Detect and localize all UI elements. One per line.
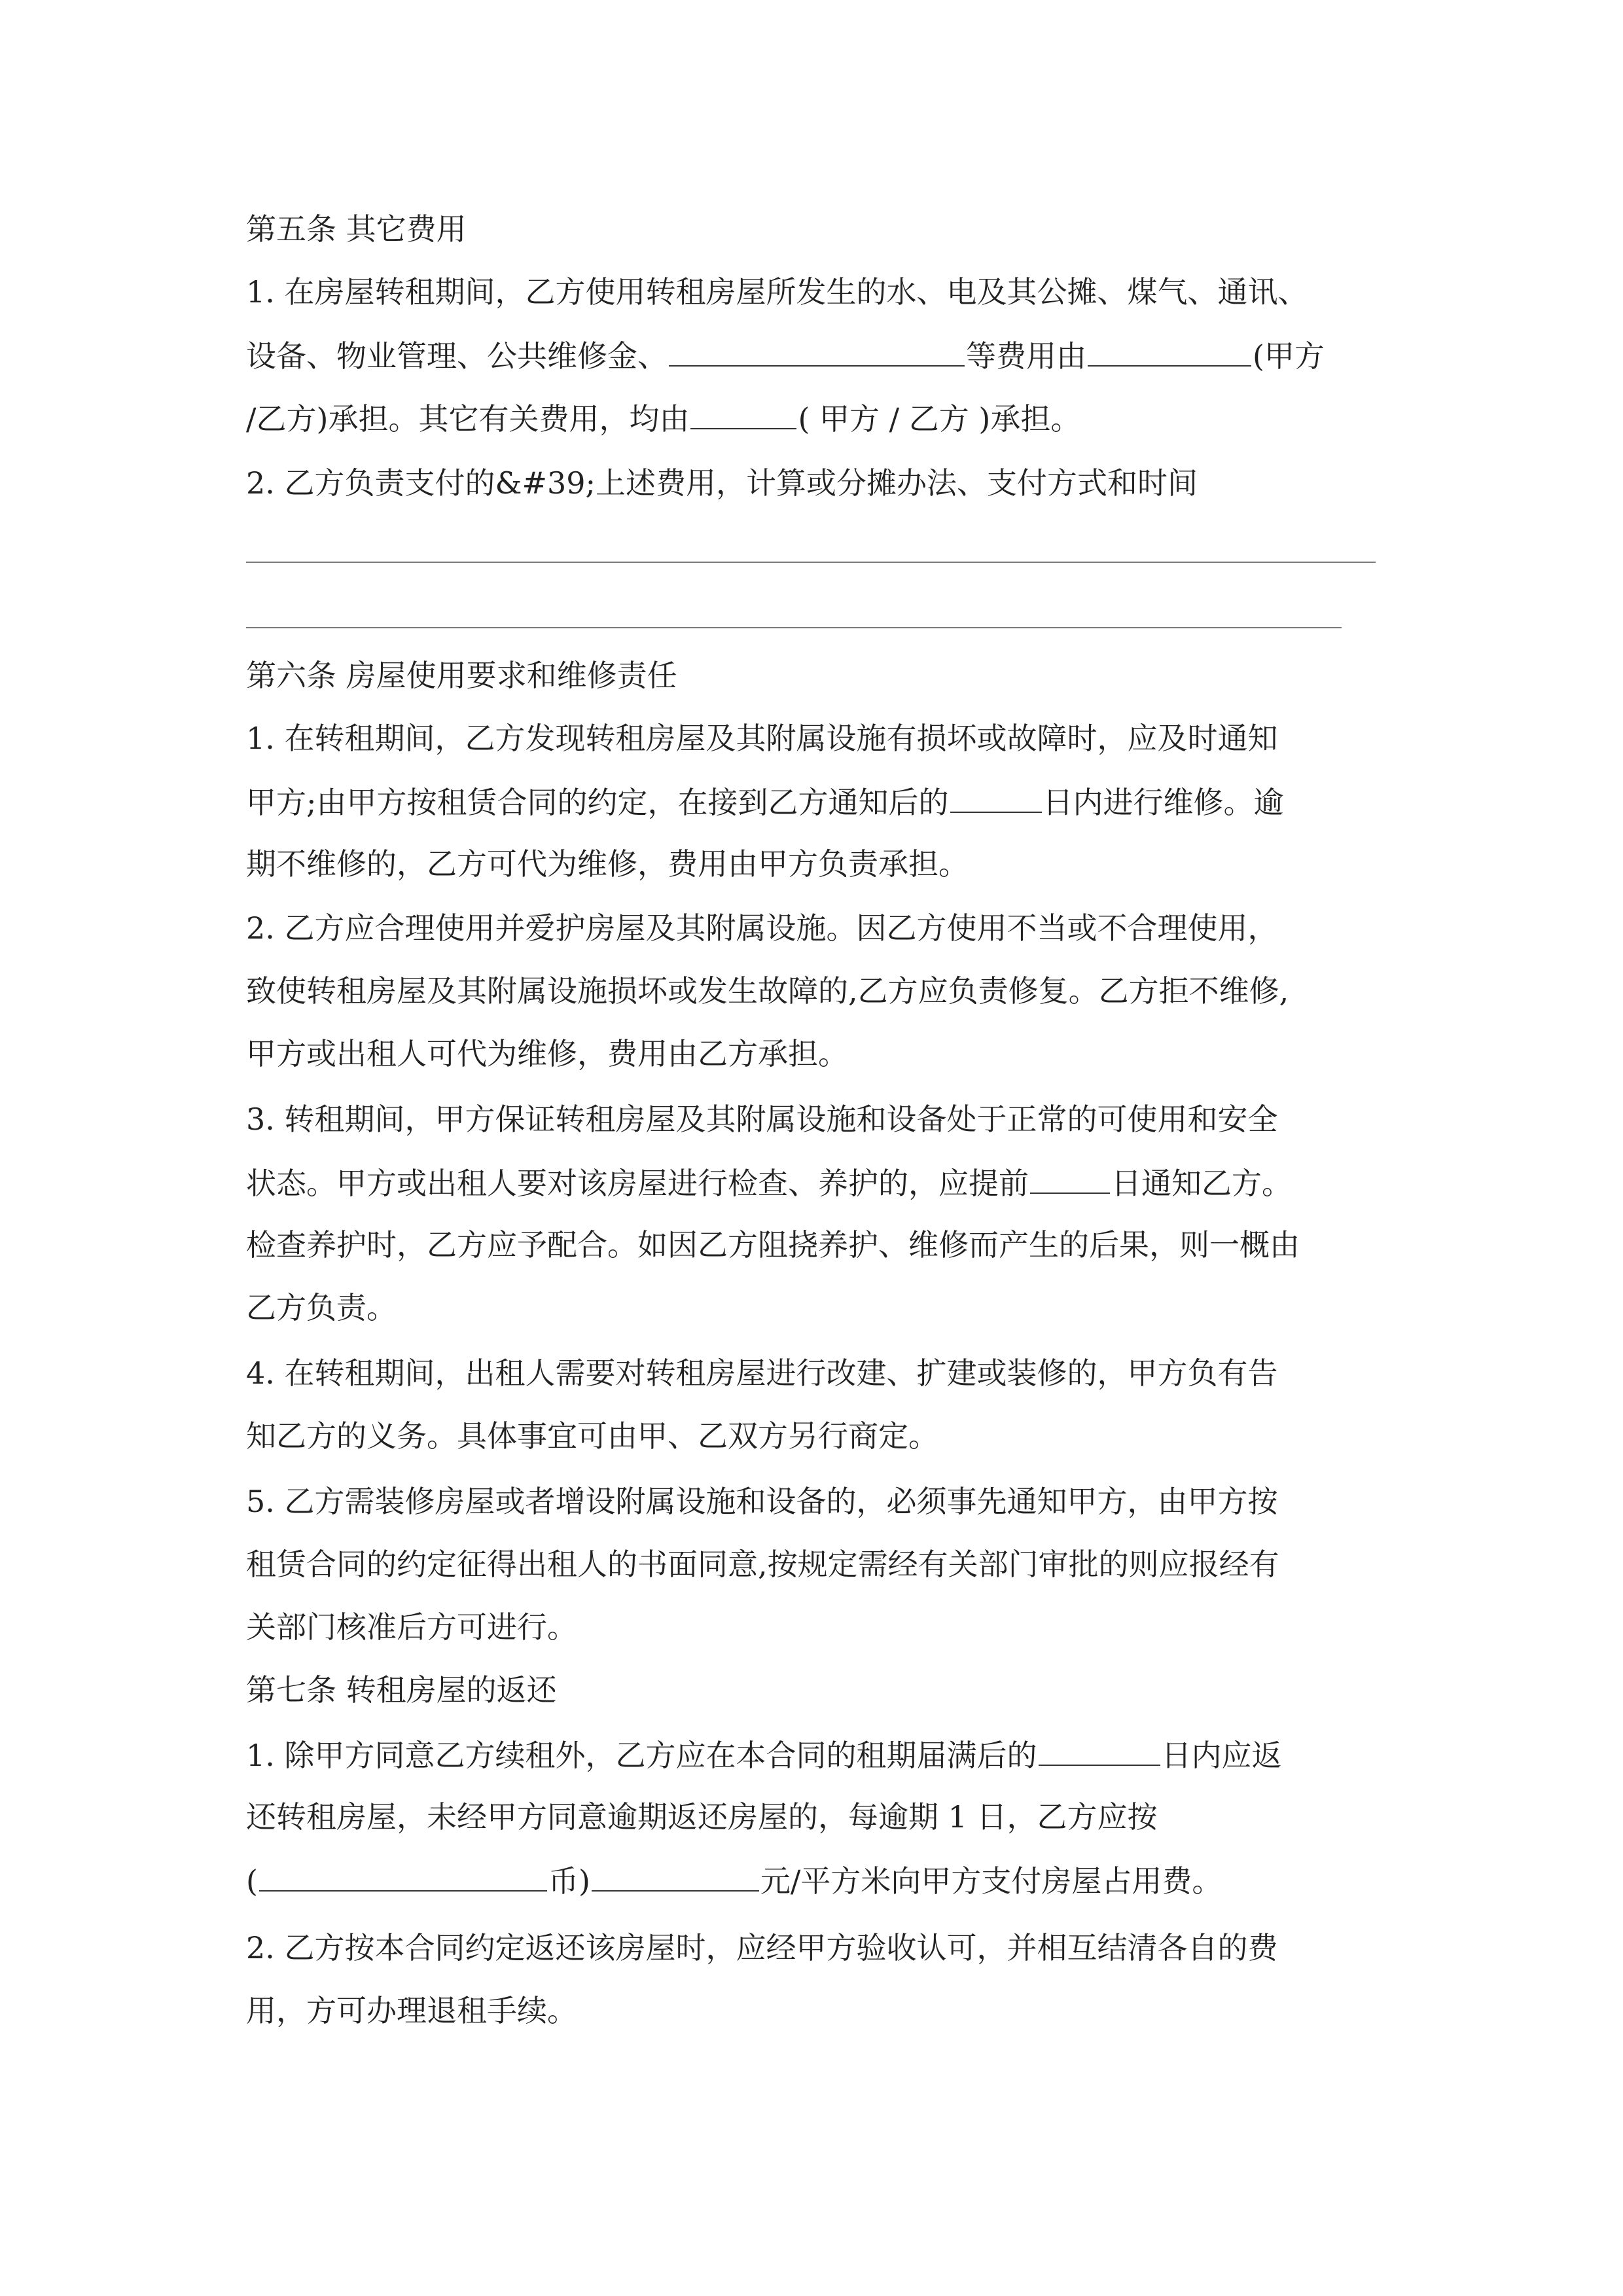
art6-p3-line4 [246, 1288, 1411, 1327]
art6-p1-line2-text-a: 甲方;由甲方按租赁合同的约定，在接到乙方通知后的 [246, 785, 949, 820]
art5-p1-line1-text: 1. 在房屋转租期间，乙方使用转租房屋所发生的水、电及其公摊、煤气、通讯、 [246, 274, 1308, 310]
art6-p3-line4-text: 乙方负责。 [246, 1290, 397, 1325]
art7-p1-line1 [246, 1734, 1411, 1775]
art6-p4-line2 [246, 1416, 1411, 1456]
art6-p1-line2 [246, 781, 1411, 822]
art5-p1-line2-text-a: 设备、物业管理、公共维修金、 [246, 338, 668, 374]
art6-p5-line3-text: 关部门核准后方可进行。 [246, 1609, 577, 1645]
art6-p3-line1 [246, 1100, 1411, 1139]
article-7-heading [246, 1670, 1411, 1710]
article-5-heading [246, 209, 1411, 249]
art6-p5-line1-text: 5. 乙方需装修房屋或者增设附属设施和设备的，必须事先通知甲方，由甲方按 [246, 1484, 1278, 1519]
fill-blank-currency [259, 1860, 547, 1892]
art5-p1-line2-text-b: 等费用由 [966, 338, 1086, 374]
art6-p2-line2 [246, 971, 1411, 1011]
art6-p2-line3 [246, 1034, 1411, 1073]
art7-p1-line1-text-b: 日内应返 [1161, 1738, 1282, 1773]
art6-p5-line2-text: 租赁合同的约定征得出租人的书面同意,按规定需经有关部门审批的则应报经有 [246, 1547, 1279, 1582]
art6-p3-line2 [246, 1162, 1411, 1203]
art7-p1-line3 [246, 1860, 1411, 1901]
art7-p1-line1-text-a: 1. 除甲方同意乙方续租外，乙方应在本合同的租期届满后的 [246, 1738, 1037, 1773]
fill-blank-notice-days [1030, 1162, 1110, 1194]
art7-p2-line1 [246, 1928, 1411, 1967]
fill-blank-fee-bearer [1088, 335, 1251, 367]
art7-p1-line2-text: 还转租房屋，未经甲方同意逾期返还房屋的，每逾期 1 日，乙方应按 [246, 1799, 1158, 1835]
art7-p2-line1-text: 2. 乙方按本合同约定返还该房屋时，应经甲方验收认可，并相互结清各自的费 [246, 1930, 1278, 1965]
art5-p2-line1-text: 2. 乙方负责支付的&#39;上述费用，计算或分摊办法、支付方式和时间 [246, 465, 1198, 501]
art6-p5-line1 [246, 1482, 1411, 1521]
article-6-heading-text: 第六条 房屋使用要求和维修责任 [246, 658, 677, 693]
art6-p3-line2-text-a: 状态。甲方或出租人要对该房屋进行检查、养护的，应提前 [246, 1166, 1029, 1201]
fill-blank-repair-days [950, 781, 1042, 813]
art6-p3-line1-text: 3. 转租期间，甲方保证转租房屋及其附属设施和设备处于正常的可使用和安全 [246, 1102, 1278, 1137]
article-5-heading-text: 第五条 其它费用 [246, 211, 467, 247]
art5-p2-line1 [246, 463, 1411, 503]
article-6-heading [246, 656, 1411, 695]
art7-p1-line2 [246, 1797, 1411, 1837]
art6-p2-line2-text: 致使转租房屋及其附属设施损坏或发生故障的,乙方应负责修复。乙方拒不维修, [246, 973, 1289, 1009]
art5-p1-line1 [246, 272, 1411, 312]
article-7-heading-text: 第七条 转租房屋的返还 [246, 1672, 557, 1708]
art6-p5-line2 [246, 1545, 1411, 1584]
art6-p3-line3 [246, 1225, 1411, 1265]
art7-p2-line2 [246, 1991, 1411, 2030]
art7-p1-line3-text-b: 币) [548, 1863, 590, 1899]
art6-p5-line3 [246, 1607, 1411, 1647]
fill-blank-return-days [1039, 1734, 1160, 1766]
fill-line-payment-time [246, 627, 1342, 628]
art6-p2-line3-text: 甲方或出租人可代为维修，费用由乙方承担。 [246, 1036, 848, 1071]
art6-p2-line1-text: 2. 乙方应合理使用并爱护房屋及其附属设施。因乙方使用不当或不合理使用， [246, 910, 1278, 946]
art5-p1-line3-text-b: ( 甲方 / 乙方 )承担。 [798, 401, 1081, 437]
art6-p3-line3-text: 检查养护时，乙方应予配合。如因乙方阻挠养护、维修而产生的后果，则一概由 [246, 1227, 1300, 1263]
fill-line-payment-method [246, 562, 1376, 563]
art5-p1-line3-text-a: /乙方)承担。其它有关费用，均由 [246, 401, 690, 437]
art6-p1-line3 [246, 844, 1411, 884]
art6-p4-line1-text: 4. 在转租期间，出租人需要对转租房屋进行改建、扩建或装修的，甲方负有告 [246, 1355, 1278, 1391]
fill-blank-fee-items [669, 335, 965, 367]
art6-p3-line2-text-b: 日通知乙方。 [1111, 1166, 1292, 1201]
art6-p1-line3-text: 期不维修的，乙方可代为维修，费用由甲方负责承担。 [246, 846, 969, 882]
fill-blank-occupancy-rate [592, 1860, 759, 1892]
art6-p1-line1 [246, 719, 1411, 758]
art6-p1-line1-text: 1. 在转租期间，乙方发现转租房屋及其附属设施有损坏或故障时，应及时通知 [246, 721, 1278, 756]
art5-p1-line2 [246, 335, 1411, 376]
art6-p4-line2-text: 知乙方的义务。具体事宜可由甲、乙双方另行商定。 [246, 1418, 938, 1454]
art6-p4-line1 [246, 1354, 1411, 1393]
fill-blank-other-fee-bearer [690, 398, 796, 429]
art5-p1-line2-text-c: (甲方 [1253, 338, 1325, 374]
art7-p1-line3-text-a: ( [246, 1863, 258, 1899]
art7-p1-line3-text-c: 元/平方米向甲方支付房屋占用费。 [760, 1863, 1222, 1899]
art5-p1-line3 [246, 398, 1411, 439]
art6-p2-line1 [246, 908, 1411, 948]
art7-p2-line2-text: 用，方可办理退租手续。 [246, 1993, 577, 2028]
art6-p1-line2-text-b: 日内进行维修。逾 [1043, 785, 1284, 820]
